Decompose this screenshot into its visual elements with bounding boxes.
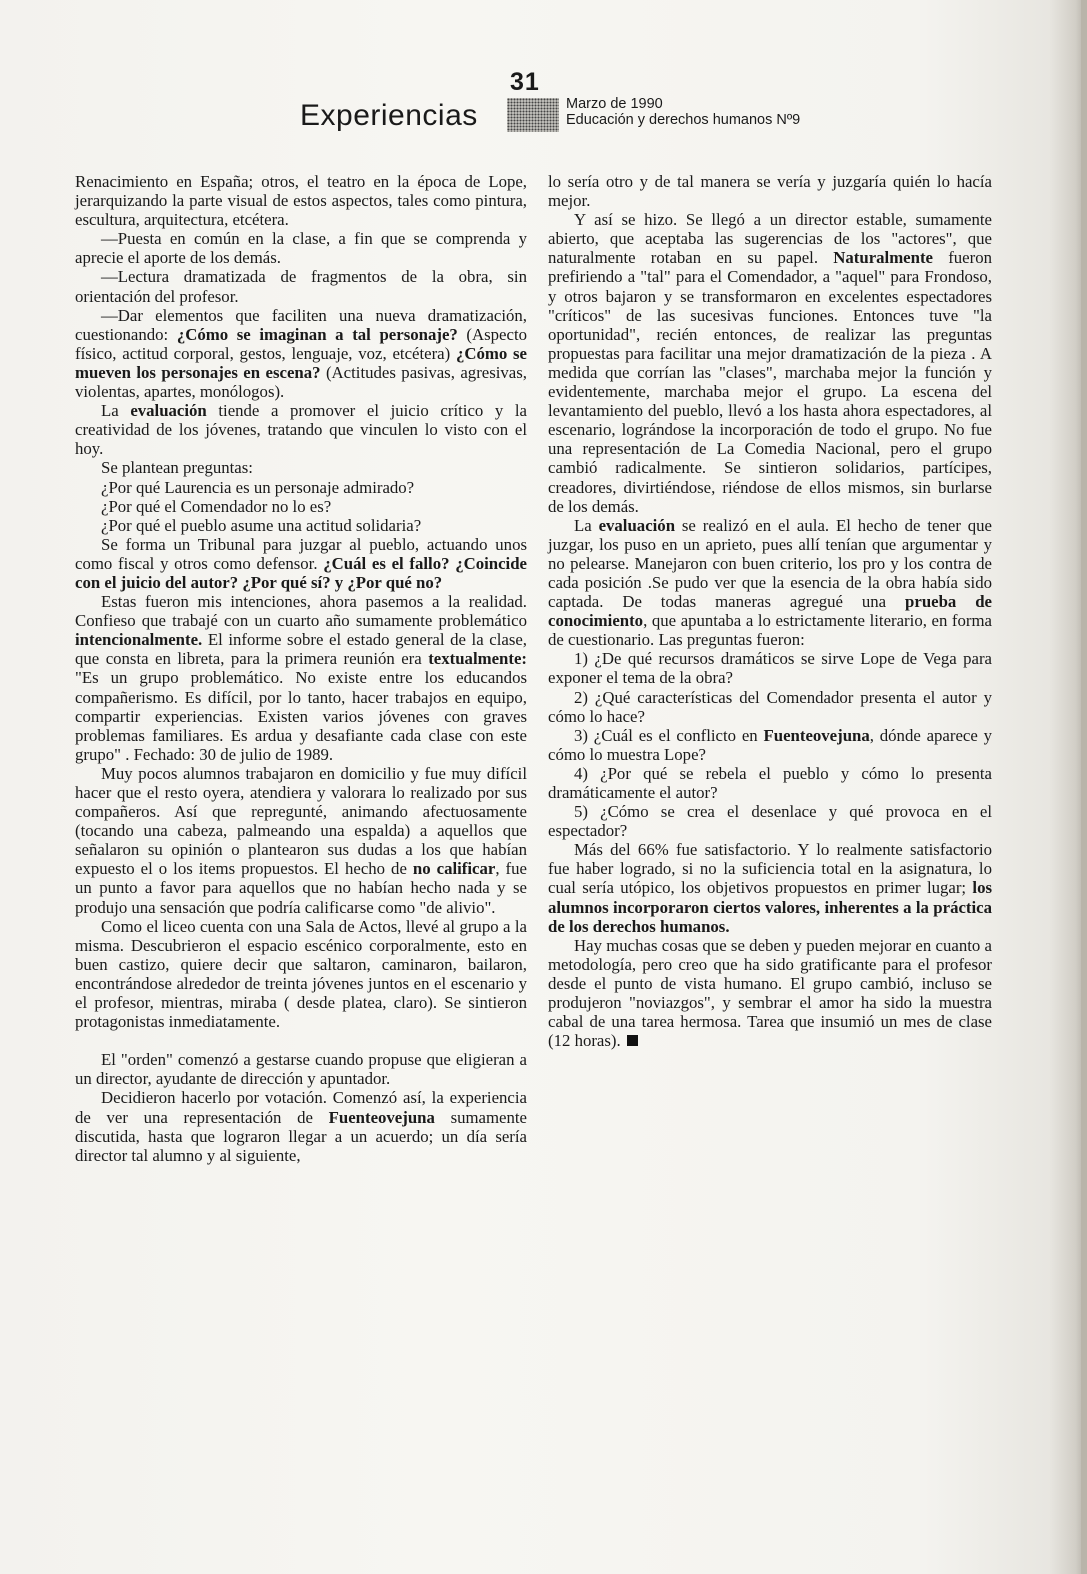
paragraph: El "orden" comenzó a gestarse cuando propuse que eligieran a un director, ayudante de dirección y apuntador.	[75, 1050, 527, 1089]
question-line: ¿Por qué el pueblo asume una actitud solidaria?	[101, 515, 422, 535]
paragraph: —Lectura dramatizada de fragmentos de la obra, sin orientación del profesor.	[75, 267, 527, 306]
question-item: 5) ¿Cómo se crea el desenlace y qué provoca en el espectador?	[548, 802, 992, 841]
page-number: 31	[510, 68, 540, 96]
question-line: ¿Por qué el Comendador no lo es?	[101, 496, 332, 516]
section-title: Experiencias	[300, 99, 478, 132]
issue-info	[566, 96, 800, 128]
paragraph-gap	[75, 1031, 527, 1050]
page-edge	[1081, 0, 1087, 1574]
left-column	[75, 172, 527, 1165]
paragraph: Hay muchas cosas que se deben y pueden mejorar en cuanto a metodología, pero creo que ha sido gratificante para el profesor desde el punto de vista humano. El grupo cambió, incluso se produjeron "noviazgos", y sembrar el amor ha sido la muestra cabal de una tarea hermosa. Tarea que insumió un mes de clase (12 horas).	[548, 935, 992, 1051]
end-of-article-mark	[627, 1035, 638, 1046]
question-item: 2) ¿Qué características del Comendador presenta el autor y cómo lo hace?	[548, 687, 992, 726]
paragraph: Estas fueron mis intenciones, ahora pasemos a la realidad. Confieso que trabajé con un cuarto año sumamente problemático intencionalmente. El informe sobre el estado general de la clase, que consta en libreta, para la primera reunión era textualmente: "Es un grupo problemático. No existe entre los educandos compañerismo. Es difícil, por lo tanto, hacer trabajos en equipo, compartir experiencias. Existen varios jóvenes con graves problemas familiares. Es ardua y desafiante cada clase con este grupo" . Fechado: 30 de julio de 1989.	[75, 592, 527, 764]
paragraph: Como el liceo cuenta con una Sala de Actos, llevé al grupo a la misma. Descubrieron el espacio escénico corporalmente, esto en buen castizo, quiere decir que saltaron, caminaron, bailaron, encontrándose alrededor de treinta jóvenes juntos en el escenario y el profesor, mientras, miraba ( desde platea, claro). Se sintieron protagonistas inmediatamente.	[75, 916, 527, 1032]
question-line: ¿Por qué Laurencia es un personaje admirado?	[101, 477, 415, 497]
issue-publication: Educación y derechos humanos Nº9	[566, 112, 801, 128]
question-item: 4) ¿Por qué se rebela el pueblo y cómo lo presenta dramáticamente el autor?	[548, 763, 992, 802]
question-item: 1) ¿De qué recursos dramáticos se sirve Lope de Vega para exponer el tema de la obra?	[548, 649, 992, 688]
issue-date: Marzo de 1990	[566, 96, 663, 112]
paragraph: Y así se hizo. Se llegó a un director estable, sumamente abierto, que aceptaba las sugerencias de los "actores", que naturalmente rotaban en su papel. Naturalmente fueron prefiriendo a "tal" para el Comendador, a "aquel" para Frondoso, y otros bajaron y se transformaron en excelentes espectadores "críticos" de las sucesivas funciones. Entonces tuve "la oportunidad", recién entonces, de realizar las preguntas propuestas para facilitar una mejor dramatización de la pieza . A medida que corrían las "clases", marchaba mejor la función y evidentemente, marchaba mejor el grupo. La escena del levantamiento del pueblo, llevó a los hasta ahora espectadores, al escenario, lográndose la incorporación de todo el grupo. No fue una representación de La Comedia Nacional, pero el grupo cambió radicalmente. Se sintieron solidarios, partícipes, creadores, divirtiéndose, riéndose de ellos mismos, sin burlarse de los demás.	[548, 210, 993, 516]
halftone-block	[507, 98, 559, 132]
paragraph: Renacimiento en España; otros, el teatro en la época de Lope, jerarquizando la parte visual de estos aspectos, tales como pintura, escultura, arquitectura, etcétera.	[75, 172, 527, 230]
paragraph: Se plantean preguntas:	[101, 458, 253, 478]
paragraph: Muy pocos alumnos trabajaron en domicilio y fue muy difícil hacer que el resto oyera, atendiera y valorara lo realizado por sus compañeros. Así que repregunté, animando afectuosamente (tocando una cabeza, palmeando una espalda) a aquellos que señalaron su opinión o plantearon sus dudas a los que habían expuesto el o los items propuestos. El hecho de no calificar, fue un punto a favor para aquellos que no habían hecho nada y se produjo una sensación que podría calificarse como "de alivio".	[75, 763, 527, 917]
paragraph: Más del 66% fue satisfactorio. Y lo realmente satisfactorio fue haber logrado, si no la suficiencia total en la asignatura, lo cual sería utópico, los objetivos propuestos en primer lugar; los alumnos incorporaron ciertos valores, inherentes a la práctica de los derechos humanos.	[548, 840, 992, 936]
paragraph: La evaluación tiende a promover el juicio crítico y la creatividad de los jóvenes, tratando que vinculen lo visto con el hoy.	[75, 401, 527, 459]
paragraph: La evaluación se realizó en el aula. El hecho de tener que juzgar, los puso en un aprieto, pues allí tenían que argumentar y no pelearse. Manejaron con buen criterio, los pro y los contra de cada posición .Se pudo ver que la esencia de la obra había sido captada. De todas maneras agregué una prueba de conocimiento, que apuntaba a lo estrictamente literario, en forma de cuestionario. Las preguntas fueron:	[548, 515, 992, 650]
paragraph: Se forma un Tribunal para juzgar al pueblo, actuando unos como fiscal y otros como defensor. ¿Cuál es el fallo? ¿Coincide con el juicio del autor? ¿Por qué sí? y ¿Por qué no?	[75, 534, 528, 592]
question-item: 3) ¿Cuál es el conflicto en Fuenteovejuna, dónde aparece y cómo lo muestra Lope?	[548, 725, 992, 764]
paragraph: lo sería otro y de tal manera se vería y juzgaría quién lo hacía mejor.	[548, 172, 992, 211]
paragraph: Decidieron hacerlo por votación. Comenzó así, la experiencia de ver una representación de Fuenteovejuna sumamente discutida, hasta que lograron llegar a un acuerdo; un día sería director tal alumno y al siguiente,	[75, 1088, 528, 1165]
right-column	[548, 172, 992, 1050]
paragraph: —Puesta en común en la clase, a fin que se comprenda y aprecie el aporte de los demás.	[75, 229, 527, 268]
paragraph: —Dar elementos que faciliten una nueva dramatización, cuestionando: ¿Cómo se imaginan a tal personaje? (Aspecto físico, actitud corporal, gestos, lenguaje, voz, etcétera) ¿Cómo se mueven los personajes en escena? (Actitudes pasivas, agresivas, violentas, apartes, monólogos).	[75, 305, 528, 402]
